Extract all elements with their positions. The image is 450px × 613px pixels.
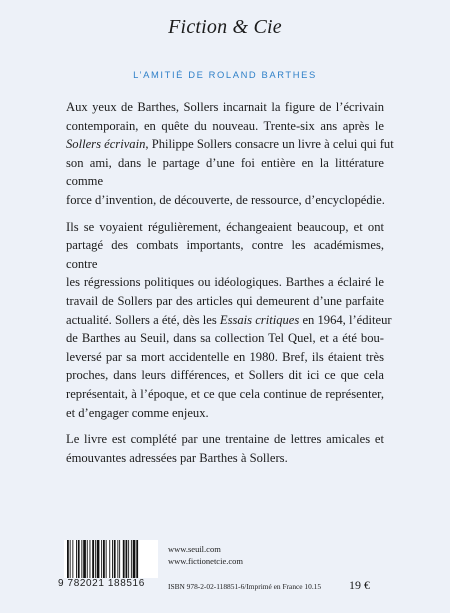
text-line: travail de Sollers par des articles qui demeurent d’une parfaite — [66, 293, 384, 308]
text-fragment: actualité. Sollers a été, dès les — [66, 312, 220, 327]
series-title: Fiction & Cie — [168, 16, 282, 38]
website-seuil: www.seuil.com — [168, 544, 221, 554]
barcode-digits: 9 782021 188516 — [58, 578, 145, 589]
italic-title: Essais critiques — [219, 312, 300, 327]
italic-title: Sollers écrivain — [66, 137, 146, 152]
text-line: leversé par sa mort accidentelle en 1980. Bref, ils étaient très — [66, 349, 384, 364]
paragraph-3 — [66, 430, 384, 467]
text-line — [66, 311, 392, 330]
text-line: partagé des combats importants, contre les académismes, contre — [66, 238, 384, 271]
text-line: force d’invention, de découverte, de ressource, d’encyclopédie. — [66, 192, 385, 207]
text-line — [66, 135, 394, 154]
barcode-icon — [64, 540, 158, 578]
publisher-websites — [168, 544, 243, 567]
website-fiction: www.fictionetcie.com — [168, 555, 243, 566]
price: 19 € — [349, 578, 370, 592]
text-fragment: , Philippe Sollers consacre un livre à celui qui fut — [145, 137, 394, 152]
blurb — [66, 98, 394, 475]
paragraph-2 — [66, 218, 392, 423]
book-subtitle: L’AMITIÉ DE ROLAND BARTHES — [133, 69, 317, 80]
text-line: Aux yeux de Barthes, Sollers incarnait la figure de l’écrivain — [66, 100, 384, 114]
text-line: Ils se voyaient régulièrement, échangeaient beaucoup, et ont — [66, 219, 384, 234]
text-line: les régressions politiques ou idéologiques. Barthes a éclairé le — [66, 275, 384, 290]
isbn-line: ISBN 978-2-02-118851-6/Imprimé en France 10.15 — [168, 582, 322, 591]
text-fragment: en 1964, l’éditeur — [299, 312, 392, 327]
text-line: représentait, à l’époque, et ce que cela continue de représenter, — [66, 386, 384, 401]
text-line: émouvantes adressées par Barthes à Sollers. — [66, 450, 288, 465]
text-line: son ami, dans le partage d’une foi entière en la littérature comme — [66, 155, 384, 189]
text-line: de Barthes au Seuil, dans sa collection Tel Quel, et a été bou- — [66, 331, 384, 346]
text-line: Le livre est complété par une trentaine de lettres amicales et — [66, 432, 384, 447]
text-line: proches, dans leurs différences, et Sollers dit ici ce que cela — [66, 368, 384, 383]
text-line: et d’engager comme enjeux. — [66, 405, 209, 420]
text-line: contemporain, en quête du nouveau. Trente-six ans après le — [66, 118, 384, 133]
paragraph-1 — [66, 98, 394, 210]
